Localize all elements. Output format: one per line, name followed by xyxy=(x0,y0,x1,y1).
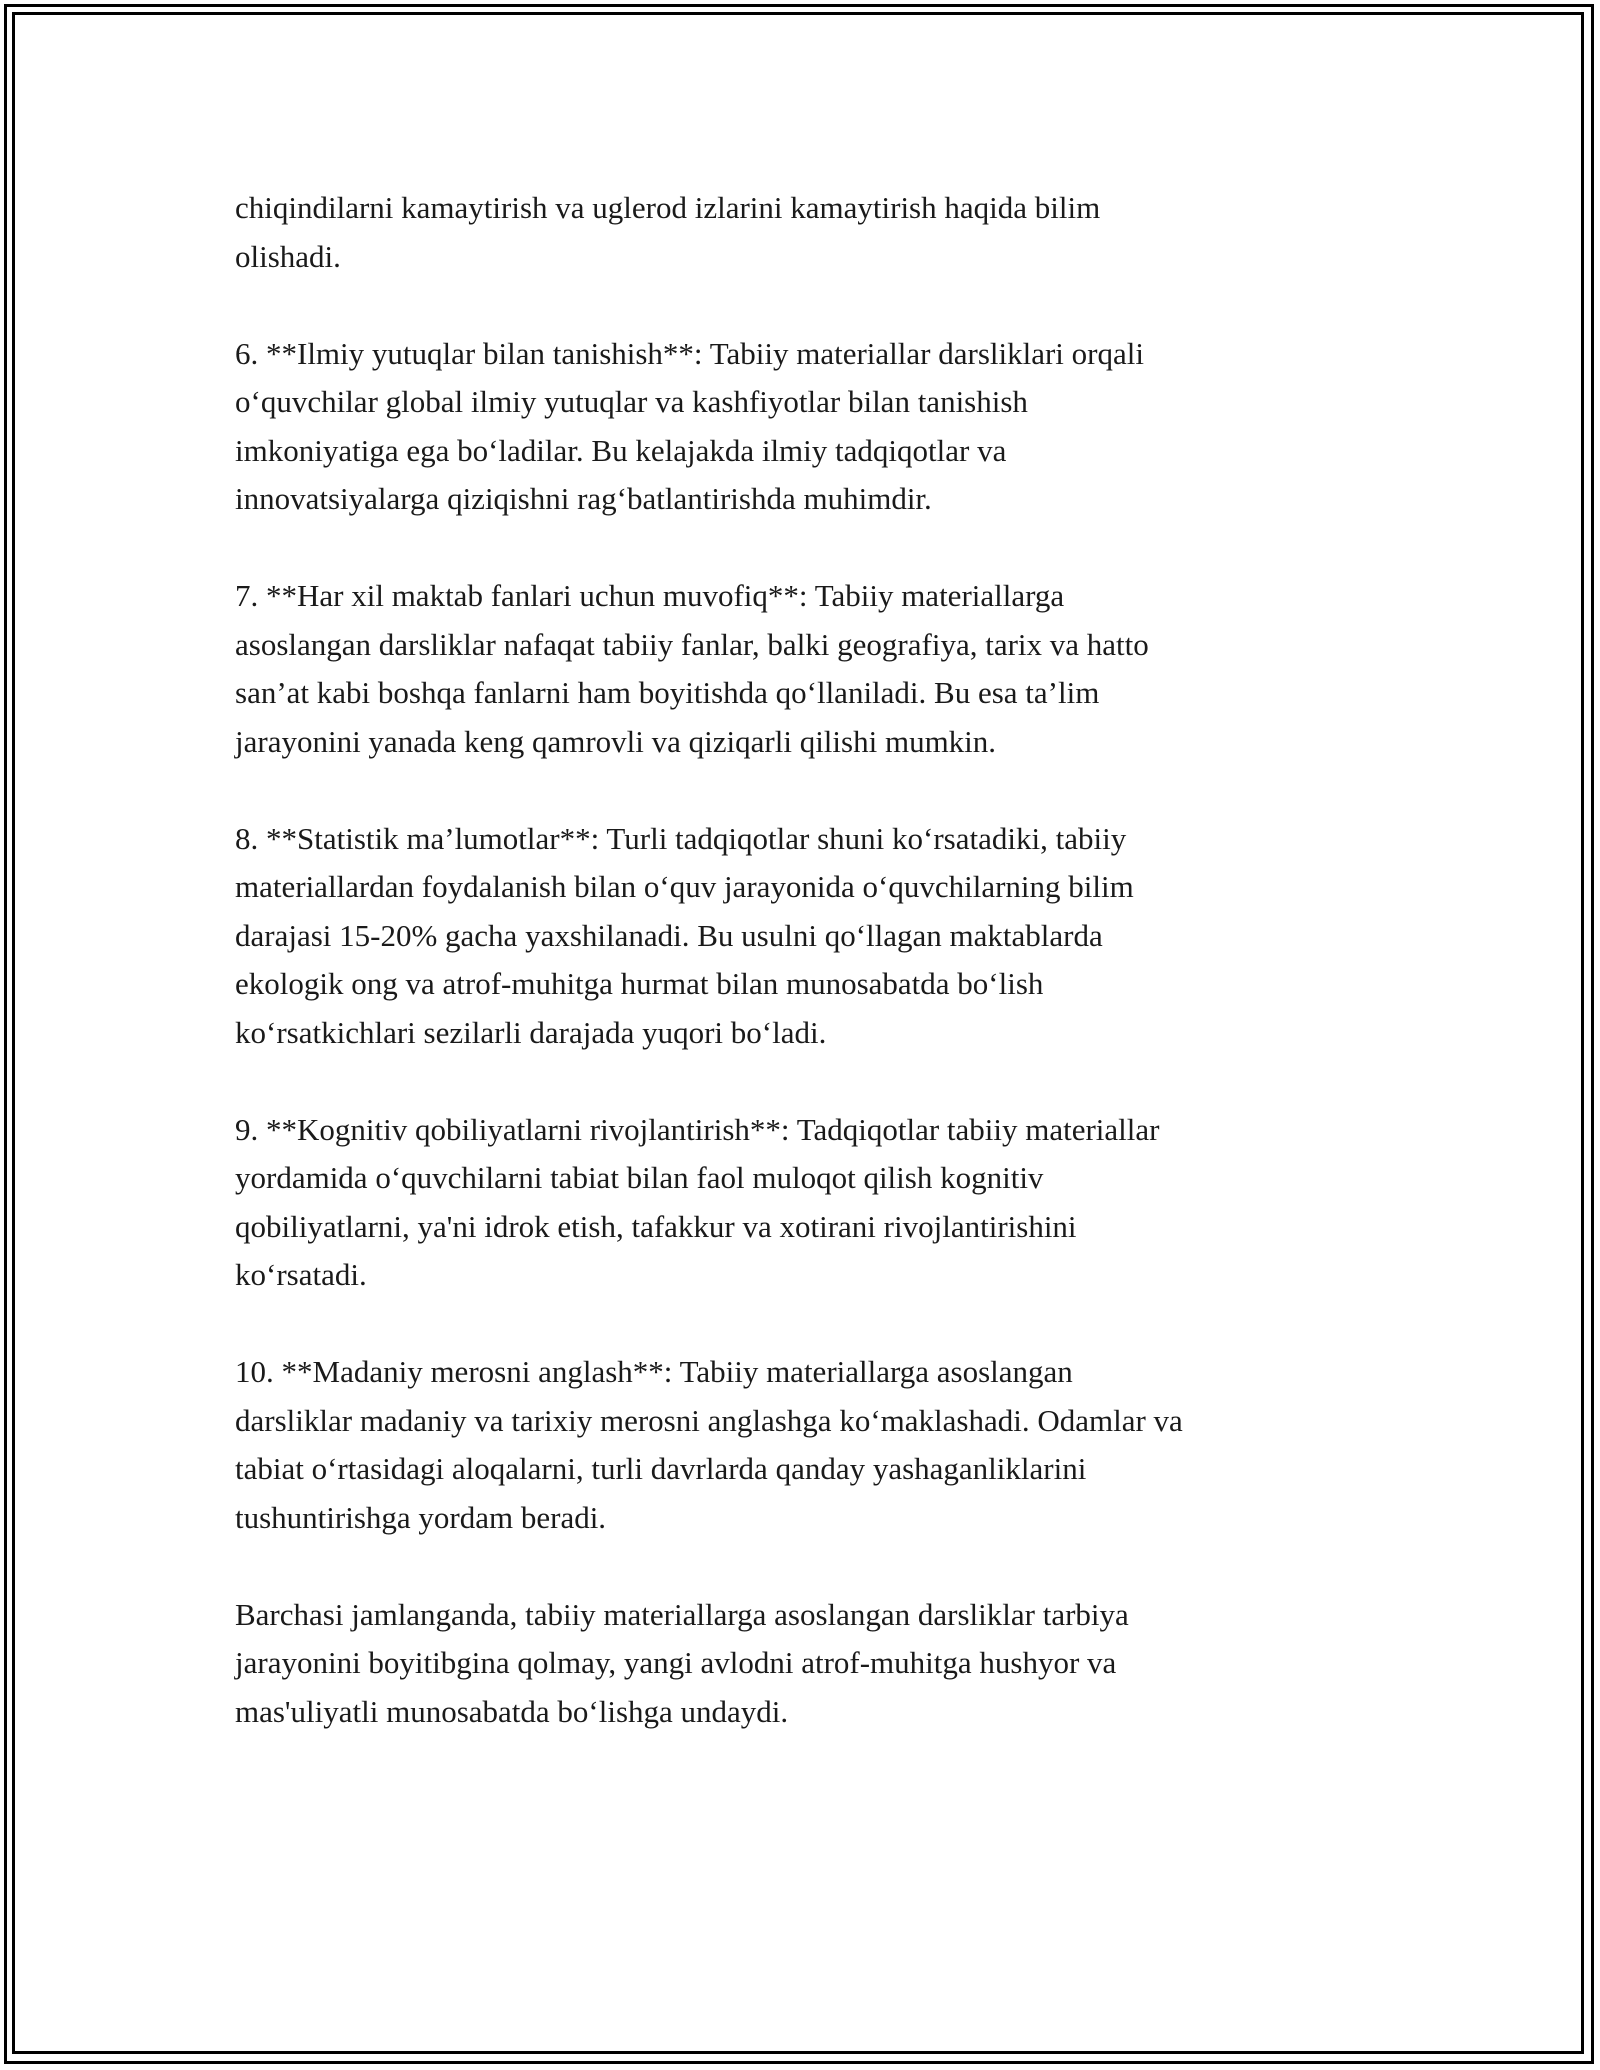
paragraph-item-6: 6. **Ilmiy yutuqlar bilan tanishish**: Tabiiy materiallar darsliklari orqali o‘quvchilar global ilmiy yutuqlar va kashfiyotlar bilan tanishish imkoniyatiga ega bo‘ladilar. Bu kelajakda ilmiy tadqiqotlar va innovatsiyalarga qiziqishni rag‘batlantirishda muhimdir. xyxy=(235,335,1144,516)
paragraph-conclusion: Barchasi jamlanganda, tabiiy materiallarga asoslangan darsliklar tarbiya jarayonini boyitibgina qolmay, yangi avlodni atrof-muhitga hushyor va mas'uliyatli munosabatda bo‘lishga undaydi. xyxy=(235,1596,1129,1729)
paragraph-continuation: chiqindilarni kamaytirish va uglerod izlarini kamaytirish haqida bilim olishadi. xyxy=(235,190,1101,274)
paragraph-item-8: 8. **Statistik ma’lumotlar**: Turli tadqiqotlar shuni ko‘rsatadiki, tabiiy materiallardan foydalanish bilan o‘quv jarayonida o‘quvchilarning bilim darajasi 15-20% gacha yaxshilanadi. Bu usulni qo‘llagan maktablarda ekologik ong va atrof-muhitga hurmat bilan munosabatda bo‘lish ko‘rsatkichlari sezilarli darajada yuqori bo‘ladi. xyxy=(235,820,1134,1050)
paragraph-item-7: 7. **Har xil maktab fanlari uchun muvofiq**: Tabiiy materiallarga asoslangan darsliklar nafaqat tabiiy fanlar, balki geografiya, tarix va hatto san’at kabi boshqa fanlarni ham boyitishda qo‘llaniladi. Bu esa ta’lim jarayonini yanada keng qamrovli va qiziqarli qilishi mumkin. xyxy=(235,578,1149,759)
document-body xyxy=(235,184,1375,1785)
paragraph-item-9: 9. **Kognitiv qobiliyatlarni rivojlantirish**: Tadqiqotlar tabiiy materiallar yordamida o‘quvchilarni tabiat bilan faol muloqot qilish kognitiv qobiliyatlarni, ya'ni idrok etish, tafakkur va xotirani rivojlantirishini ko‘rsatadi. xyxy=(235,1111,1160,1292)
paragraph-item-10: 10. **Madaniy merosni anglash**: Tabiiy materiallarga asoslangan darsliklar madaniy va tarixiy merosni anglashga ko‘maklashadi. Odamlar va tabiat o‘rtasidagi aloqalarni, turli davrlarda qanday yashaganliklarini tushuntirishga yordam beradi. xyxy=(235,1354,1183,1535)
